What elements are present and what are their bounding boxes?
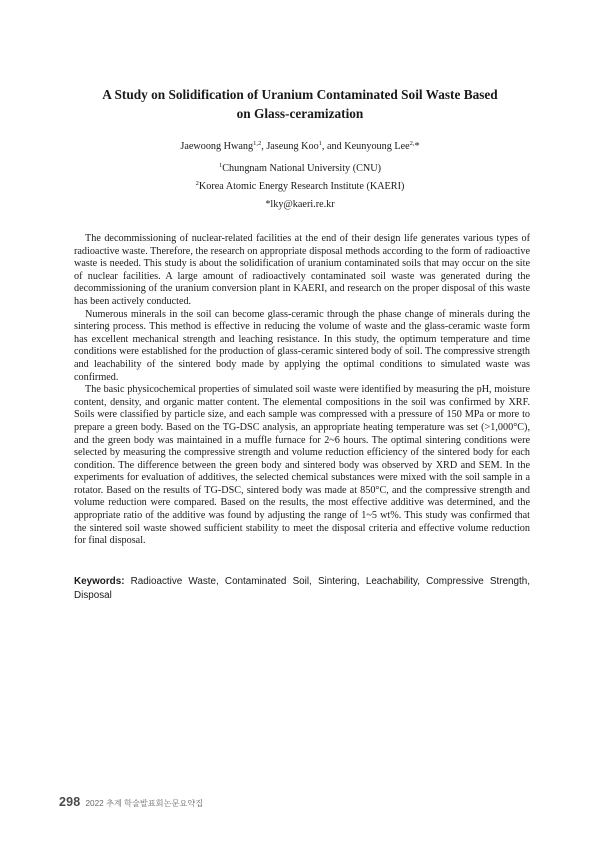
conference-name: 2022 추계 학술발표회논문요약집 [85, 799, 204, 808]
affiliation-mark: 2 [195, 180, 199, 187]
keywords [74, 575, 530, 602]
abstract-paragraph-3: The basic physicochemical properties of simulated soil waste were identified by measuring the pH, moisture content, density, and organic matter content. The elemental compositions in the soil was confirmed by XRF. Soils were classified by particle size, and each sample was compressed with a pressure of 150 MPa or more to prepare a green body. Based on the TG-DSC analysis, an appropriate heating temperature was set (>1,000°C), and the green body was maintained in a muffle furnace for 2~6 hours. The optimal sintering conditions were selected by measuring the compressive strength and volume reduction efficiency of the sintered body for each condition. The difference between the green body and sintered body was observed by XRD and SEM. In the experiments for evaluation of additives, the selected chemical substances were mixed with the soil sample in a rotator. Based on the results of TG-DSC, sintered body was made at 850°C, and the compressive strength and volume reduction were compared. Based on the results, the most effective additive was determined, and the appropriate ratio of the additive was found by adjusting the range of 1~5 wt%. This study was confirmed that the sintered soil waste showed sufficient stability to meet the disposal criteria and effective volume reduction for final disposal. [74, 384, 530, 547]
title-line-1: A Study on Solidification of Uranium Contaminated Soil Waste Based [102, 87, 498, 102]
affiliation-2 [0, 180, 600, 193]
affiliation-mark: 1 [219, 162, 223, 169]
abstract [74, 233, 530, 548]
author-affiliation-mark: 2, [409, 140, 415, 147]
affiliation-text: Chungnam National University (CNU) [222, 163, 381, 174]
title-line-2: on Glass-ceramization [236, 106, 364, 121]
paper-title [60, 85, 540, 123]
author-name: Jaewoong Hwang [180, 141, 254, 152]
author-affiliation-mark: 1 [318, 140, 322, 147]
keywords-label: Keywords: [74, 576, 125, 587]
abstract-paragraph-1: The decommissioning of nuclear-related facilities at the end of their design life generates various types of radioactive waste. Therefore, the research on appropriate disposal methods according to the form of radioactive waste is needed. This study is about the solidification of uranium contaminated soils that may occur on the site of nuclear facilities. A large amount of radioactively contaminated soil waste was generated during the decommissioning of the uranium conversion plant in KAERI, and research on the proper disposal of this waste has been actively conducted. [74, 233, 530, 307]
author-separator: , [261, 141, 267, 152]
author-name: Jaseung Koo [266, 141, 319, 152]
abstract-paragraph-2: Numerous minerals in the soil can become glass-ceramic through the phase change of minerals during the sintering process. This method is effective in reducing the volume of waste and the glass-ceramic waste form has excellent mechanical strength and leaching resistance. In this study, the optimum temperature and time conditions were established for the production of glass-ceramic sintered body of soil. The compressive strength and leachability of the sintered body made by applying the optimal conditions to simulated waste was confirmed. [74, 308, 530, 383]
corresponding-email: *lky@kaeri.re.kr [265, 199, 335, 210]
keywords-text: Radioactive Waste, Contaminated Soil, Sintering, Leachability, Compressive Strength, Disposal [74, 576, 530, 601]
author-name: Keunyoung Lee [344, 141, 410, 152]
corresponding-author-mark: * [414, 141, 420, 152]
affiliation-text: Korea Atomic Energy Research Institute (KAERI) [198, 181, 405, 192]
page-number: 298 [59, 795, 81, 809]
affiliation-1 [0, 162, 600, 175]
author-list [0, 140, 600, 153]
author-affiliation-mark: 1,2 [253, 140, 262, 147]
page-footer [59, 793, 203, 811]
author-separator: , and [321, 141, 345, 152]
